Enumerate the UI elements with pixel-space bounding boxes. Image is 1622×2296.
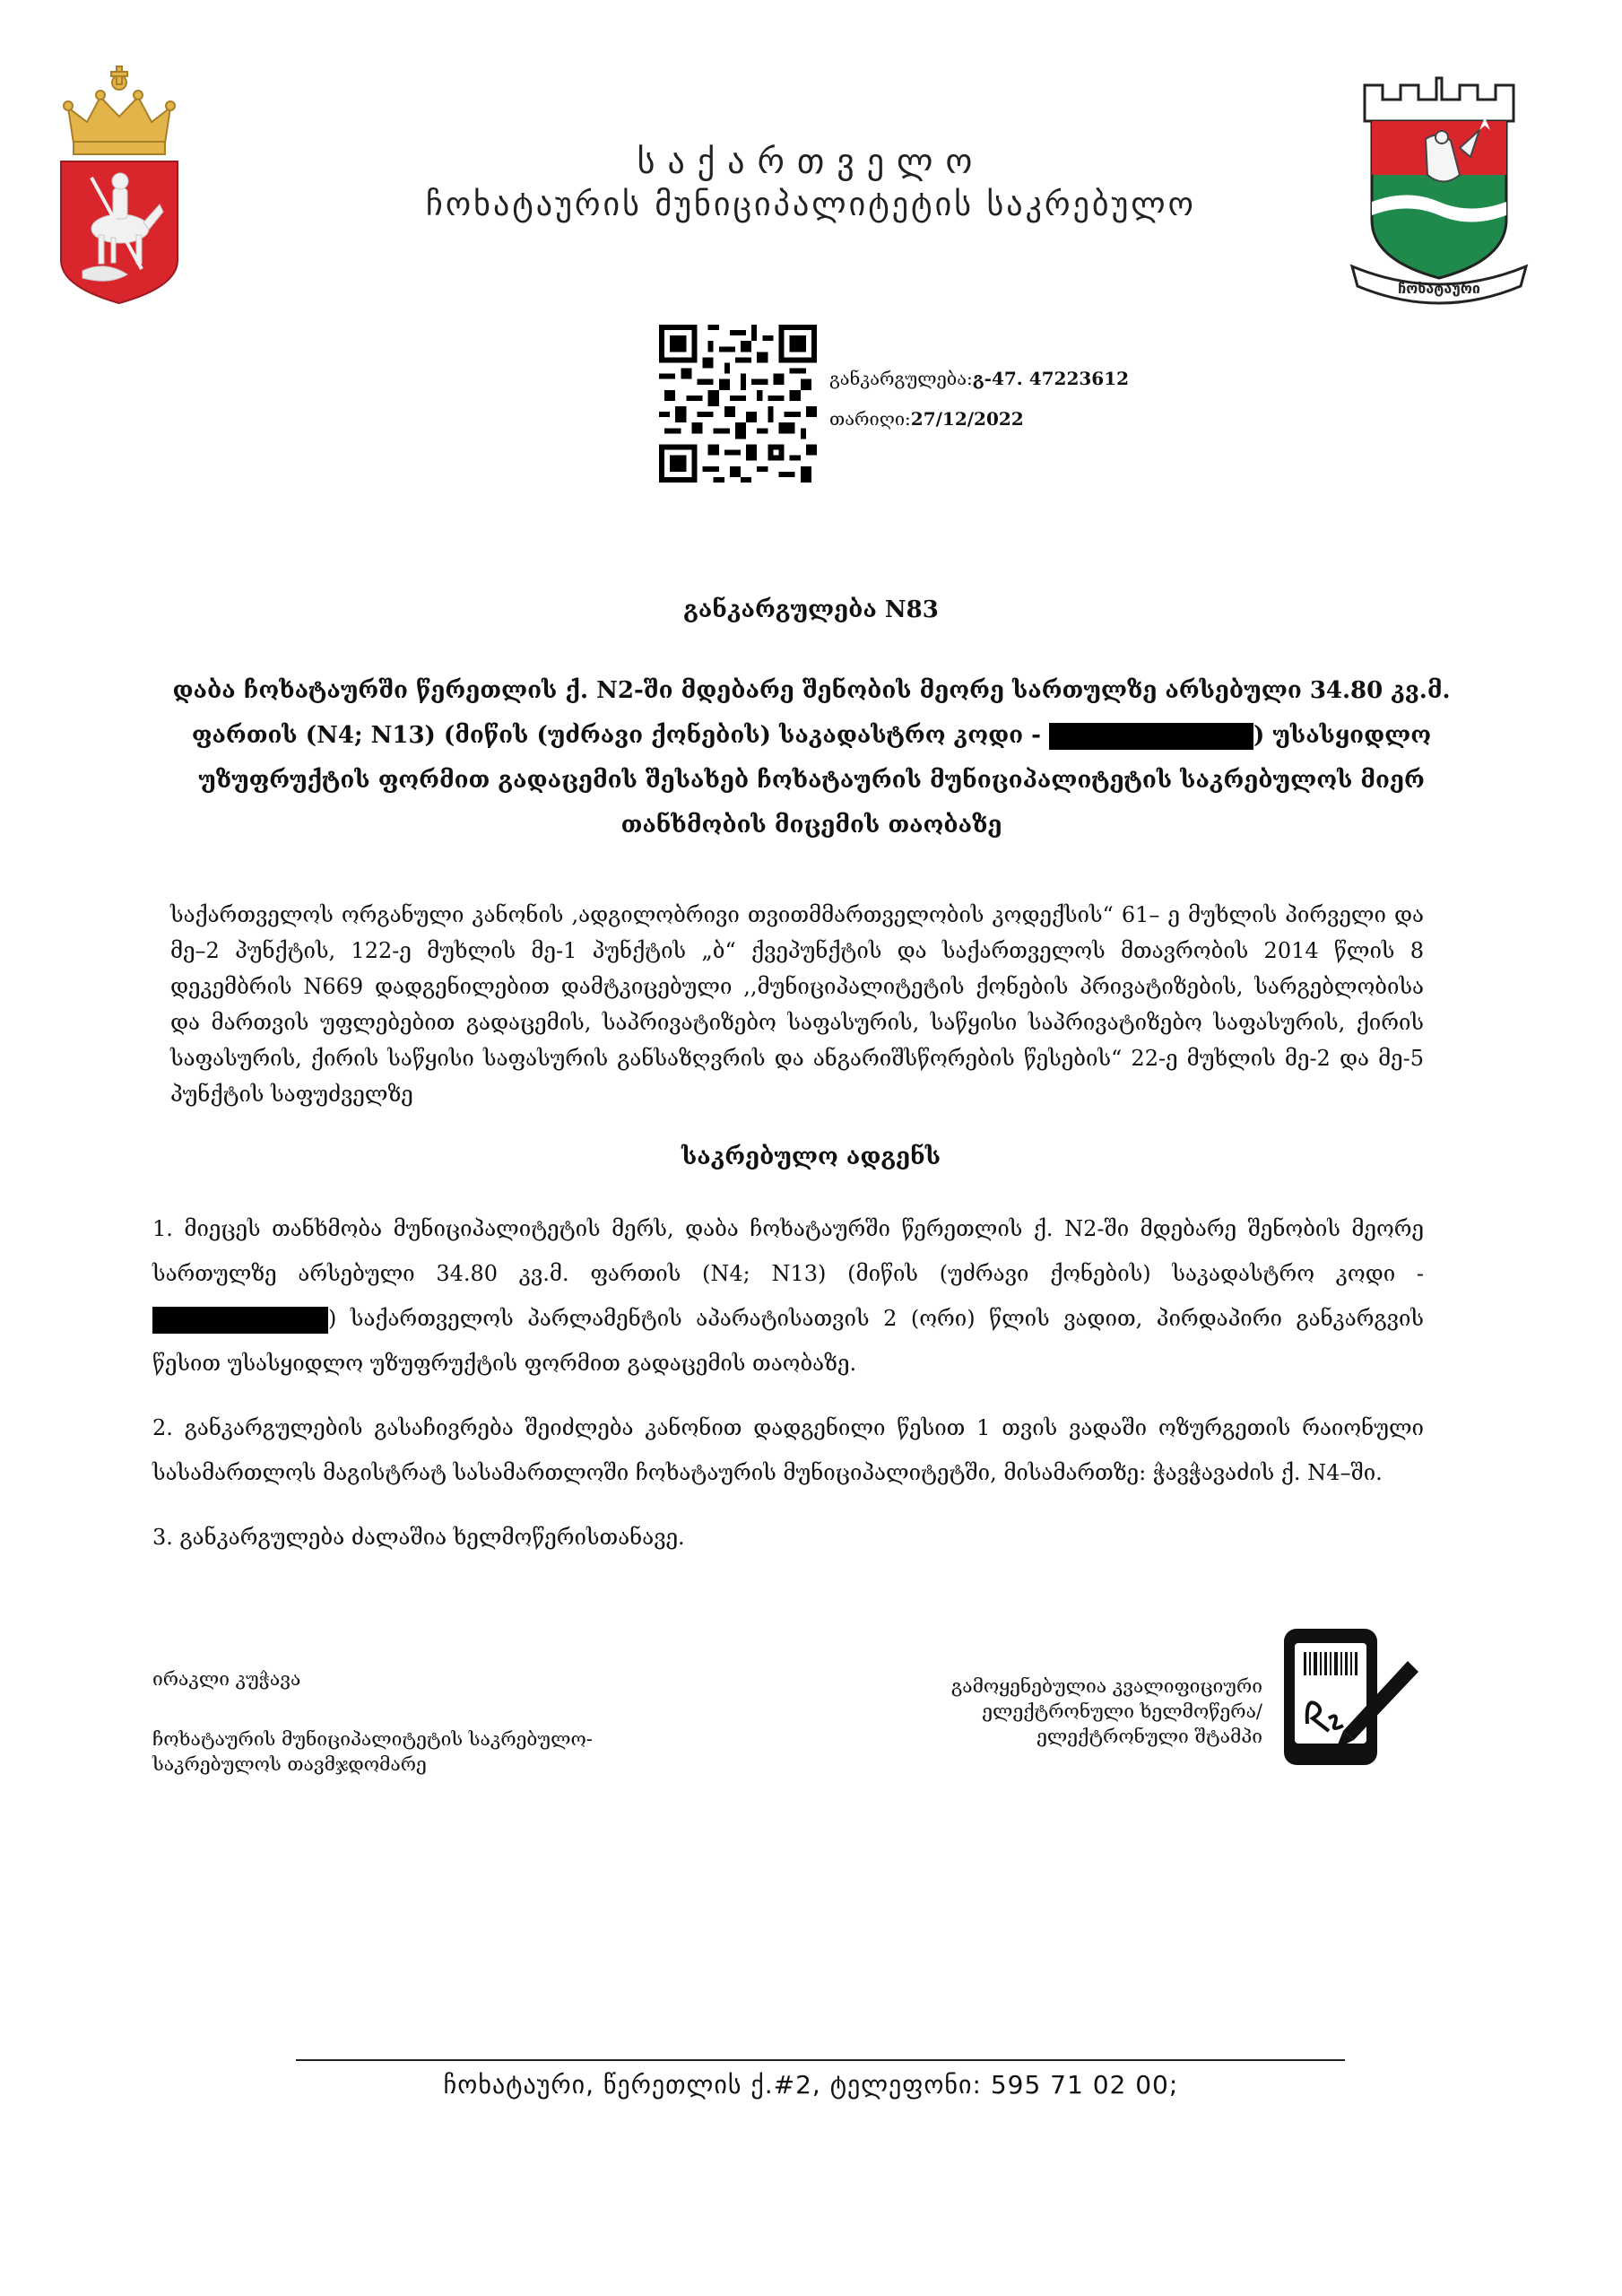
- footer-address: ჩოხატაური, წერეთლის ქ.#2, ტელეფონი: 595 71 02 00;: [443, 2070, 1179, 2100]
- document-title: განკარგულება N83: [683, 596, 939, 623]
- electronic-signature-note: გამოყენებულია კვალიფიციური ელექტრონული ხელმოწერა/ ელექტრონული შტამპი: [950, 1675, 1262, 1747]
- electronic-signature-icon: [1280, 1625, 1424, 1769]
- decides-heading: საკრებულო ადგენს: [681, 1144, 941, 1170]
- preamble-text: საქართველოს ორგანული კანონის ,ადგილობრივი თვითმმართველობის კოდექსის“ 61– ე მუხლის პირველი და მე–2 პუნქტის, 122-ე მუხლის მე-1 პუნქტის „ბ“ ქვეპუნქტის და საქართველოს მთავრობის 2014 წლის 8 დეკემბრის N669 დადგენილებით დამტკიცებული ,,მუნიციპალიტეტის ქონების პრივატიზების, სარგებლობისა და მართვის უფლებებით გადაცემის, საპრივატიზებო საფასურის, საწყისი საპრივატიზებო საფასურის, ქირის საფასურის, ქირის საწყისი საფასურის განსაზღვრის და ანგარიშსწორების წესების“ 22-ე მუხლის მე-2 და მე-5 პუნქტის საფუძველზე: [170, 902, 1424, 1107]
- decision-item-1: 1. მიეცეს თანხმობა მუნიციპალიტეტის მერს, დაბა ჩოხატაურში წერეთლის ქ. N2-ში მდებარე შენობის მეორე სართულზე არსებული 34.80 კვ.მ. ფართის (N4; N13) (მიწის (უძრავი ქონების) საკადასტრო კოდი - ) საქართველოს პარლამენტის აპარატისათვის 2 (ორი) წლის ვადით, პირდაპირი განკარგვის წესით უსასყიდლო უზუფრუქტის ფორმით გადაცემის თაობაზე.: [152, 1216, 1424, 1376]
- decision-item-2: 2. განკარგულების გასაჩივრება შეიძლება კანონით დადგენილი წესით 1 თვის ვადაში ოზურგეთის რაიონული სასამართლოს მაგისტრატ სასამართლოში ჩოხატაურის მუნიციპალიტეტში, მისამართზე: ჭავჭავაძის ქ. N4–ში.: [152, 1415, 1424, 1485]
- institution-title: ჩოხატაურის მუნიციპალიტეტის საკრებულო: [426, 187, 1196, 223]
- redacted-cadastral-code: [152, 1307, 328, 1334]
- order-number: განკარგულება:გ-47. 47223612: [829, 368, 1130, 389]
- redacted-cadastral-code: [1049, 723, 1253, 750]
- document-subject: დაბა ჩოხატაურში წერეთლის ქ. N2-ში მდებარე შენობის მეორე სართულზე არსებული 34.80 კვ.მ. ფართის (N4; N13) (მიწის (უძრავი ქონების) საკადასტრო კოდი - ) უსასყიდლო უზუფრუქტის ფორმით გადაცემის შესახებ ჩოხატაურის მუნიციპალიტეტის საკრებულოს მიერ თანხმობის მიცემის თაობაზე: [172, 677, 1451, 839]
- signatory-name: ირაკლი კუჭავა: [152, 1668, 301, 1690]
- emblem-ribbon-label: ჩოხატაური: [1398, 280, 1480, 297]
- footer-divider: [296, 2059, 1345, 2061]
- qr-code-icon: [659, 325, 817, 483]
- georgia-coat-of-arms-icon: [56, 63, 183, 307]
- decision-item-3: 3. განკარგულება ძალაშია ხელმოწერისთანავე.: [152, 1525, 685, 1550]
- signatory-position: ჩოხატაურის მუნიციპალიტეტის საკრებულო- საკრებულოს თავმჯდომარე: [152, 1728, 593, 1775]
- order-date: თარიღი:27/12/2022: [829, 408, 1024, 430]
- decision-items: [152, 1206, 1424, 1579]
- country-title: საქართველო: [637, 142, 985, 181]
